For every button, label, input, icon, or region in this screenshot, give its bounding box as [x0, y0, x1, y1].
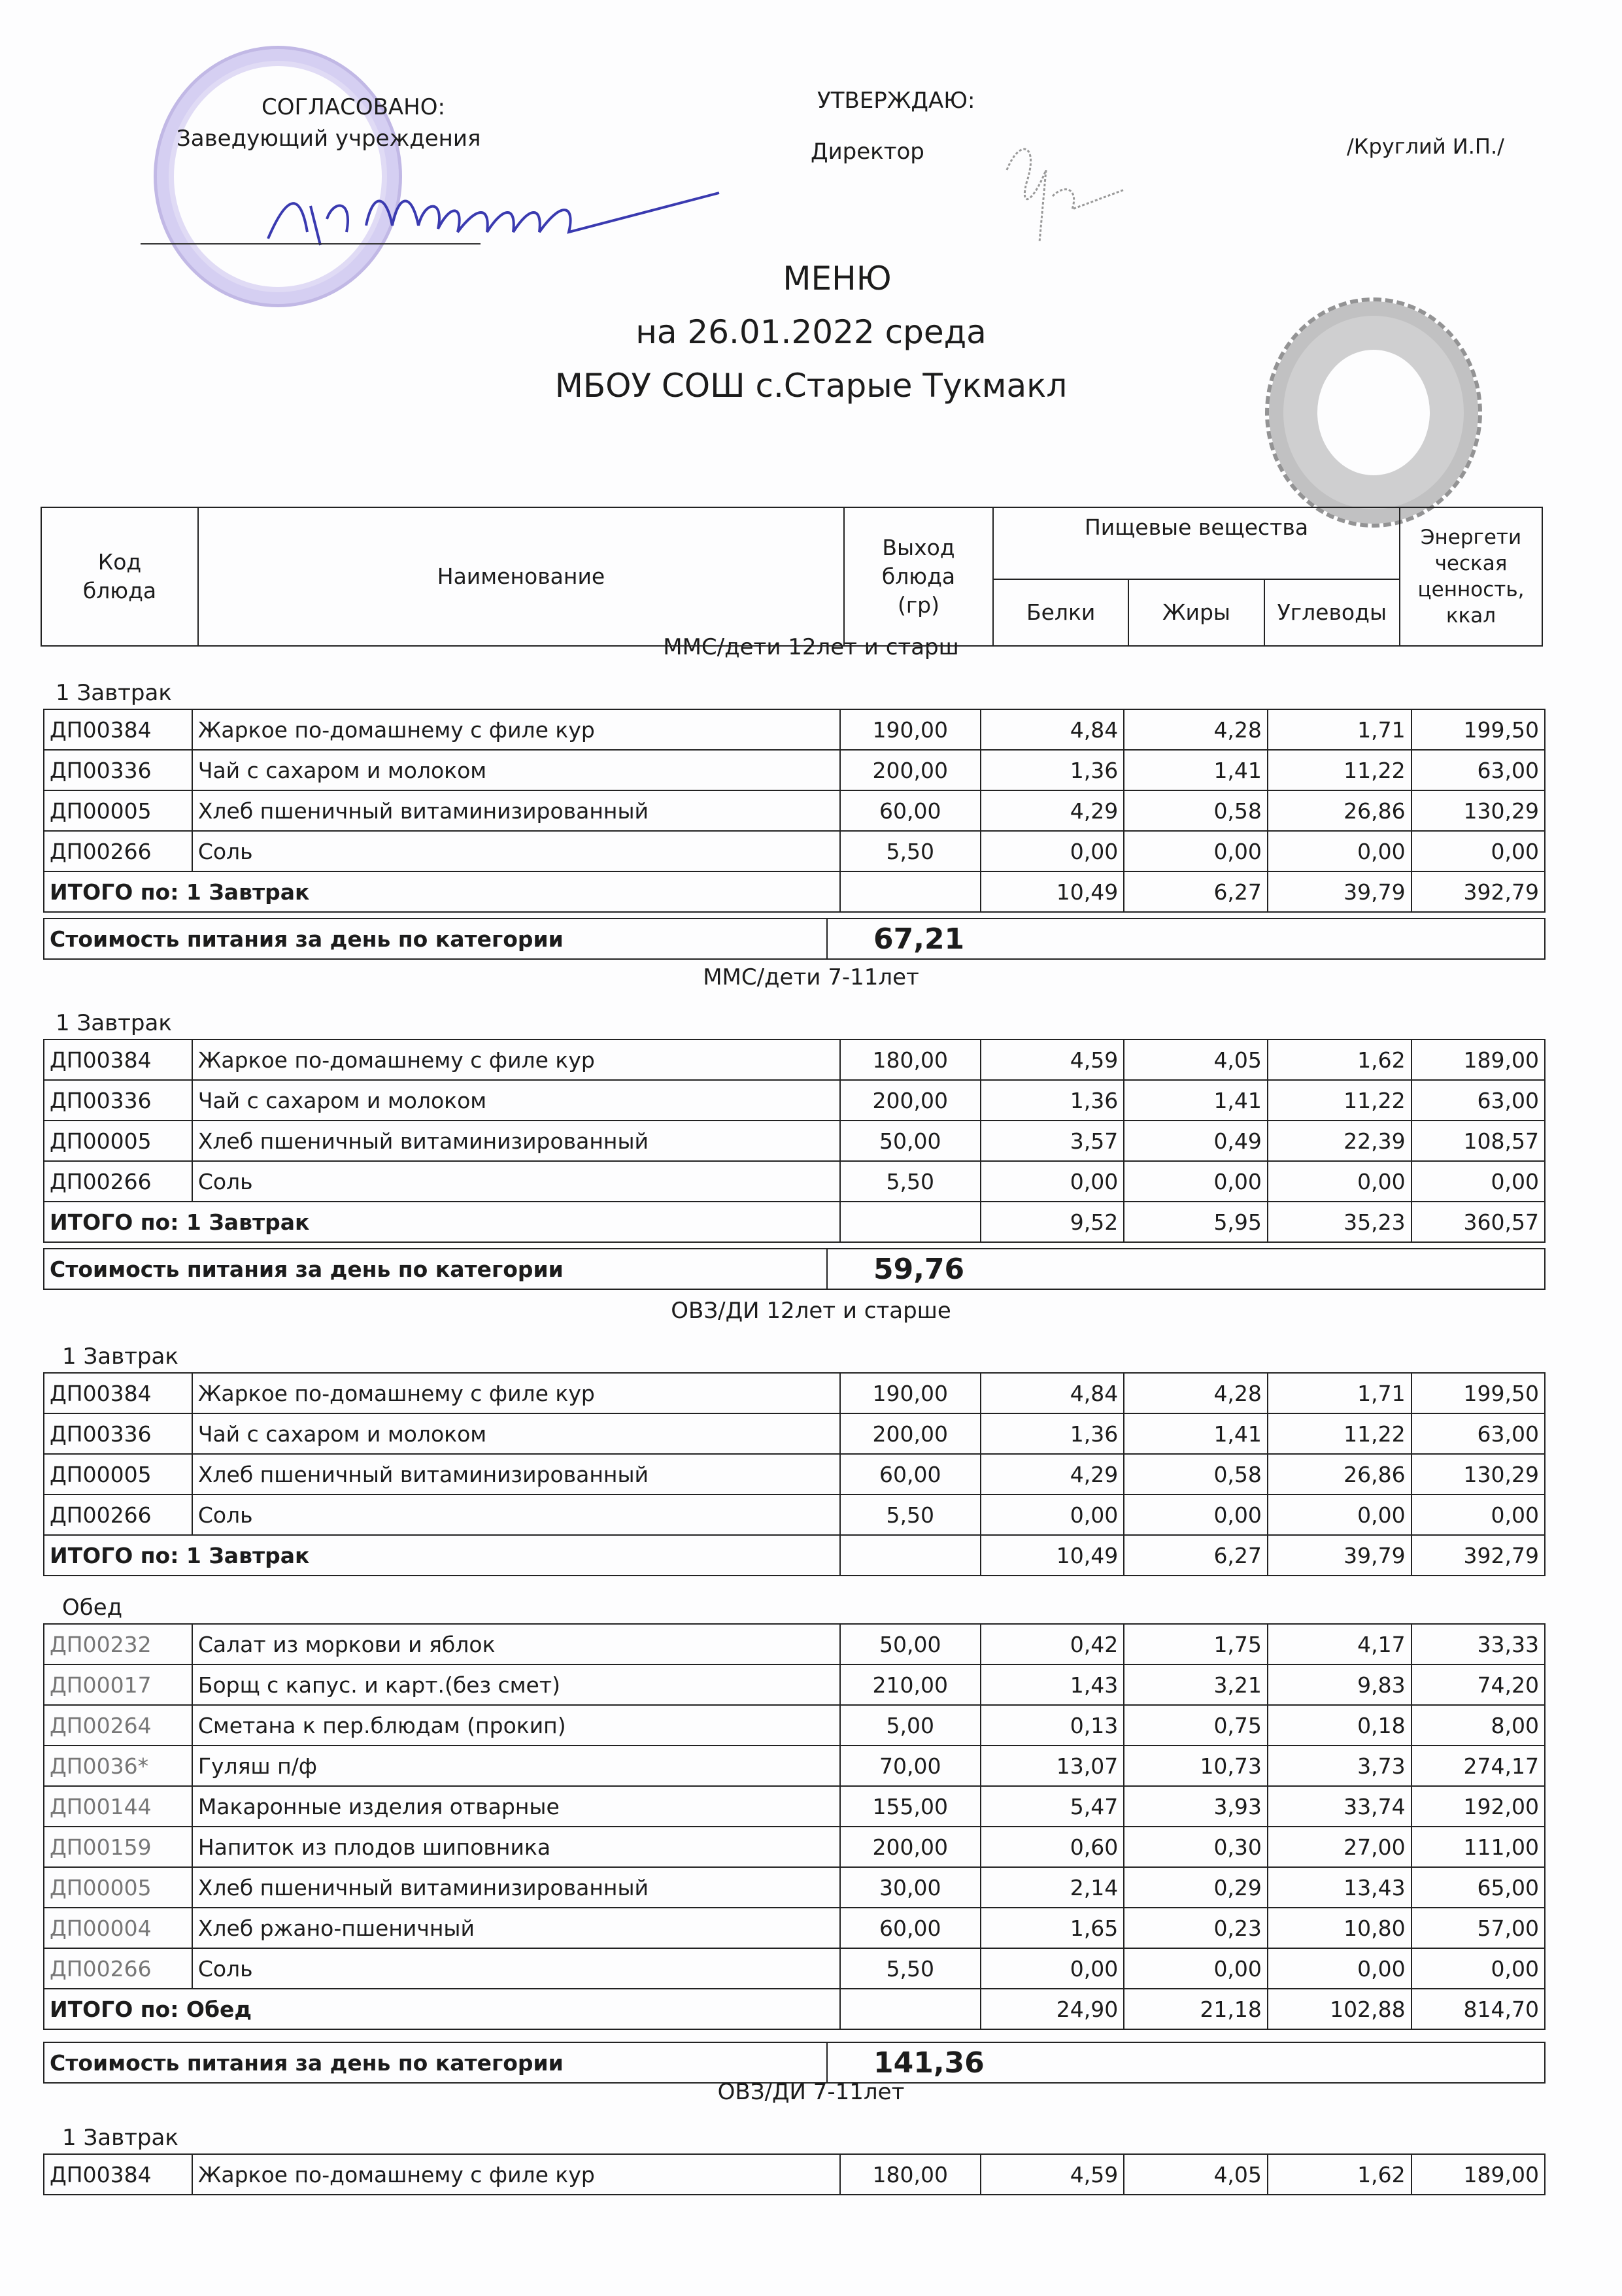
dish-name: Жаркое по-домашнему с филе кур: [192, 1039, 840, 1080]
dish-carbs: 13,43: [1268, 1867, 1411, 1908]
dish-fat: 0,58: [1124, 790, 1268, 831]
dish-kcal: 130,29: [1411, 1454, 1545, 1494]
dish-code: ДП00159: [44, 1827, 192, 1867]
dish-output: 5,50: [840, 831, 981, 871]
dish-output: 60,00: [840, 790, 981, 831]
dish-output: 5,50: [840, 1948, 981, 1989]
dish-kcal: 130,29: [1411, 790, 1545, 831]
cost-label: Стоимость питания за день по категории: [44, 919, 827, 959]
dish-fat: 0,00: [1124, 1161, 1268, 1202]
total-kcal: 814,70: [1411, 1989, 1545, 2029]
dish-kcal: 108,57: [1411, 1121, 1545, 1161]
dish-carbs: 27,00: [1268, 1827, 1411, 1867]
dish-code: ДП00004: [44, 1908, 192, 1948]
dish-output: 155,00: [840, 1786, 981, 1827]
dish-carbs: 11,22: [1268, 1413, 1411, 1454]
dish-kcal: 33,33: [1411, 1624, 1545, 1664]
dish-carbs: 0,18: [1268, 1705, 1411, 1746]
dish-name: Хлеб пшеничный витаминизированный: [192, 790, 840, 831]
dish-output: 60,00: [840, 1908, 981, 1948]
dish-name: Макаронные изделия отварные: [192, 1786, 840, 1827]
dish-protein: 0,42: [981, 1624, 1124, 1664]
dish-name: Чай с сахаром и молоком: [192, 1080, 840, 1121]
approve-position: Директор: [811, 139, 924, 165]
dish-output: 190,00: [840, 1373, 981, 1413]
total-fat: 6,27: [1124, 871, 1268, 912]
dish-code: ДП00005: [44, 1121, 192, 1161]
total-output: [840, 1202, 981, 1242]
header-output: Выход блюда (гр): [844, 507, 993, 646]
table-row: [44, 1039, 1545, 1080]
dish-output: 5,50: [840, 1494, 981, 1535]
total-carbs: 35,23: [1268, 1202, 1411, 1242]
cost-table: [43, 918, 1546, 960]
dish-name: Жаркое по-домашнему с филе кур: [192, 709, 840, 750]
dish-protein: 4,84: [981, 709, 1124, 750]
director-signature-icon: [994, 131, 1138, 248]
meal-table: [43, 1039, 1546, 1243]
dish-name: Хлеб пшеничный витаминизированный: [192, 1454, 840, 1494]
total-label: ИТОГО по: 1 Завтрак: [44, 1202, 840, 1242]
meal-table: [43, 1372, 1546, 1576]
dish-name: Соль: [192, 1948, 840, 1989]
total-fat: 21,18: [1124, 1989, 1268, 2029]
total-row: [44, 1535, 1545, 1576]
meal-table: [43, 2153, 1546, 2195]
dish-fat: 4,28: [1124, 1373, 1268, 1413]
dish-output: 190,00: [840, 709, 981, 750]
total-protein: 9,52: [981, 1202, 1124, 1242]
total-row: [44, 1989, 1545, 2029]
dish-kcal: 199,50: [1411, 1373, 1545, 1413]
dish-carbs: 26,86: [1268, 1454, 1411, 1494]
dish-protein: 0,00: [981, 1494, 1124, 1535]
dish-code: ДП00384: [44, 1039, 192, 1080]
dish-code: ДП00384: [44, 2154, 192, 2195]
dish-protein: 1,65: [981, 1908, 1124, 1948]
table-row: [44, 1948, 1545, 1989]
dish-output: 200,00: [840, 1413, 981, 1454]
dish-output: 5,50: [840, 1161, 981, 1202]
category-label: ММС/дети 7-11лет: [703, 964, 919, 990]
total-protein: 10,49: [981, 871, 1124, 912]
total-kcal: 392,79: [1411, 871, 1545, 912]
dish-fat: 0,58: [1124, 1454, 1268, 1494]
dish-name: Борщ с капус. и карт.(без смет): [192, 1664, 840, 1705]
table-row: [44, 1624, 1545, 1664]
dish-kcal: 57,00: [1411, 1908, 1545, 1948]
director-name: /Круглий И.П./: [1347, 134, 1504, 159]
total-output: [840, 1535, 981, 1576]
table-row: [44, 1664, 1545, 1705]
dish-output: 200,00: [840, 1080, 981, 1121]
dish-output: 210,00: [840, 1664, 981, 1705]
dish-kcal: 0,00: [1411, 1948, 1545, 1989]
dish-protein: 4,84: [981, 1373, 1124, 1413]
dish-fat: 4,05: [1124, 2154, 1268, 2195]
total-fat: 6,27: [1124, 1535, 1268, 1576]
dish-fat: 0,00: [1124, 831, 1268, 871]
header-code: Код блюда: [41, 507, 198, 646]
total-row: [44, 1202, 1545, 1242]
meal-table: [43, 709, 1546, 913]
dish-protein: 1,36: [981, 1080, 1124, 1121]
date-line: на 26.01.2022 среда: [635, 313, 987, 351]
dish-code: ДП00336: [44, 1413, 192, 1454]
approve-title: УТВЕРЖДАЮ:: [817, 88, 975, 114]
dish-protein: 0,13: [981, 1705, 1124, 1746]
table-row: [44, 1494, 1545, 1535]
title-block: [0, 252, 1622, 413]
dish-protein: 5,47: [981, 1786, 1124, 1827]
dish-code: ДП00017: [44, 1664, 192, 1705]
dish-fat: 0,23: [1124, 1908, 1268, 1948]
dish-output: 180,00: [840, 2154, 981, 2195]
header-name: Наименование: [198, 507, 844, 646]
dish-kcal: 189,00: [1411, 1039, 1545, 1080]
dish-carbs: 26,86: [1268, 790, 1411, 831]
dish-kcal: 65,00: [1411, 1867, 1545, 1908]
dish-fat: 0,00: [1124, 1948, 1268, 1989]
dish-carbs: 4,17: [1268, 1624, 1411, 1664]
dish-code: ДП00384: [44, 1373, 192, 1413]
table-row: [44, 831, 1545, 871]
dish-fat: 0,75: [1124, 1705, 1268, 1746]
dish-fat: 4,28: [1124, 709, 1268, 750]
dish-kcal: 63,00: [1411, 1080, 1545, 1121]
dish-fat: 0,29: [1124, 1867, 1268, 1908]
dish-name: Жаркое по-домашнему с филе кур: [192, 1373, 840, 1413]
dish-output: 200,00: [840, 750, 981, 790]
school-name: МБОУ СОШ с.Старые Тукмакл: [554, 367, 1068, 405]
cost-label: Стоимость питания за день по категории: [44, 2042, 827, 2083]
cost-table: [43, 1248, 1546, 1290]
dish-output: 180,00: [840, 1039, 981, 1080]
meal-label: 1 Завтрак: [62, 2125, 178, 2151]
signature-icon: [262, 180, 732, 258]
table-row: [44, 1908, 1545, 1948]
dish-protein: 4,29: [981, 1454, 1124, 1494]
total-protein: 10,49: [981, 1535, 1124, 1576]
meal-label: Обед: [62, 1595, 123, 1621]
header-fat: Жиры: [1128, 579, 1264, 646]
dish-name: Сметана к пер.блюдам (прокип): [192, 1705, 840, 1746]
cost-value: 67,21: [827, 919, 1545, 959]
dish-protein: 4,59: [981, 2154, 1124, 2195]
dish-kcal: 0,00: [1411, 1161, 1545, 1202]
table-row: [44, 1454, 1545, 1494]
dish-fat: 1,41: [1124, 750, 1268, 790]
dish-code: ДП00266: [44, 831, 192, 871]
dish-code: ДП00232: [44, 1624, 192, 1664]
dish-name: Чай с сахаром и молоком: [192, 1413, 840, 1454]
header-protein: Белки: [993, 579, 1128, 646]
dish-code: ДП00266: [44, 1494, 192, 1535]
dish-code: ДП0036*: [44, 1746, 192, 1786]
dish-carbs: 0,00: [1268, 1494, 1411, 1535]
cost-row: [44, 1249, 1545, 1289]
cost-value: 141,36: [827, 2042, 1545, 2083]
dish-protein: 1,43: [981, 1664, 1124, 1705]
dish-kcal: 8,00: [1411, 1705, 1545, 1746]
dish-name: Жаркое по-домашнему с филе кур: [192, 2154, 840, 2195]
table-row: [44, 709, 1545, 750]
total-carbs: 102,88: [1268, 1989, 1411, 2029]
dish-kcal: 63,00: [1411, 1413, 1545, 1454]
dish-fat: 3,93: [1124, 1786, 1268, 1827]
dish-carbs: 11,22: [1268, 1080, 1411, 1121]
dish-carbs: 1,71: [1268, 709, 1411, 750]
table-row: [44, 1413, 1545, 1454]
dish-output: 60,00: [840, 1454, 981, 1494]
dish-carbs: 0,00: [1268, 1948, 1411, 1989]
table-row: [44, 1786, 1545, 1827]
cost-value: 59,76: [827, 1249, 1545, 1289]
dish-output: 5,00: [840, 1705, 981, 1746]
agreed-block: [177, 92, 481, 154]
dish-protein: 1,36: [981, 1413, 1124, 1454]
dish-name: Хлеб пшеничный витаминизированный: [192, 1121, 840, 1161]
dish-fat: 1,41: [1124, 1080, 1268, 1121]
dish-output: 70,00: [840, 1746, 981, 1786]
total-fat: 5,95: [1124, 1202, 1268, 1242]
dish-output: 50,00: [840, 1121, 981, 1161]
column-header: [41, 507, 1543, 647]
cost-table: [43, 2042, 1546, 2084]
dish-kcal: 74,20: [1411, 1664, 1545, 1705]
table-row: [44, 1161, 1545, 1202]
header-carbs: Углеводы: [1264, 579, 1400, 646]
dish-carbs: 9,83: [1268, 1664, 1411, 1705]
dish-code: ДП00264: [44, 1705, 192, 1746]
category-label: ОВЗ/ДИ 12лет и старше: [671, 1298, 951, 1324]
table-row: [44, 750, 1545, 790]
dish-code: ДП00266: [44, 1948, 192, 1989]
dish-name: Соль: [192, 1161, 840, 1202]
dish-name: Гуляш п/ф: [192, 1746, 840, 1786]
dish-code: ДП00384: [44, 709, 192, 750]
dish-name: Соль: [192, 831, 840, 871]
meal-label: 1 Завтрак: [56, 1010, 172, 1036]
dish-code: ДП00005: [44, 1867, 192, 1908]
agreed-title: СОГЛАСОВАНО:: [262, 94, 445, 120]
category-label: ММС/дети 12лет и старш: [663, 634, 959, 660]
dish-name: Хлеб пшеничный витаминизированный: [192, 1867, 840, 1908]
dish-carbs: 3,73: [1268, 1746, 1411, 1786]
dish-carbs: 22,39: [1268, 1121, 1411, 1161]
total-output: [840, 871, 981, 912]
header-energy: Энергети ческая ценность, ккал: [1400, 507, 1542, 646]
total-label: ИТОГО по: 1 Завтрак: [44, 871, 840, 912]
dish-carbs: 0,00: [1268, 831, 1411, 871]
dish-kcal: 192,00: [1411, 1786, 1545, 1827]
table-row: [44, 790, 1545, 831]
dish-fat: 4,05: [1124, 1039, 1268, 1080]
table-row: [44, 1867, 1545, 1908]
total-carbs: 39,79: [1268, 1535, 1411, 1576]
dish-protein: 0,00: [981, 831, 1124, 871]
dish-protein: 0,00: [981, 1948, 1124, 1989]
cost-row: [44, 919, 1545, 959]
cost-row: [44, 2042, 1545, 2083]
total-output: [840, 1989, 981, 2029]
dish-carbs: 0,00: [1268, 1161, 1411, 1202]
cost-label: Стоимость питания за день по категории: [44, 1249, 827, 1289]
dish-output: 50,00: [840, 1624, 981, 1664]
table-row: [44, 1705, 1545, 1746]
total-label: ИТОГО по: 1 Завтрак: [44, 1535, 840, 1576]
dish-carbs: 10,80: [1268, 1908, 1411, 1948]
dish-carbs: 1,71: [1268, 1373, 1411, 1413]
dish-code: ДП00005: [44, 1454, 192, 1494]
dish-protein: 2,14: [981, 1867, 1124, 1908]
dish-protein: 4,29: [981, 790, 1124, 831]
dish-kcal: 189,00: [1411, 2154, 1545, 2195]
dish-kcal: 111,00: [1411, 1827, 1545, 1867]
total-protein: 24,90: [981, 1989, 1124, 2029]
total-row: [44, 871, 1545, 912]
dish-fat: 10,73: [1124, 1746, 1268, 1786]
dish-kcal: 274,17: [1411, 1746, 1545, 1786]
table-row: [44, 1373, 1545, 1413]
dish-protein: 0,00: [981, 1161, 1124, 1202]
dish-output: 30,00: [840, 1867, 981, 1908]
category-label: ОВЗ/ДИ 7-11лет: [717, 2079, 905, 2105]
meal-label: 1 Завтрак: [62, 1343, 178, 1370]
dish-name: Напиток из плодов шиповника: [192, 1827, 840, 1867]
dish-code: ДП00336: [44, 750, 192, 790]
dish-name: Хлеб ржано-пшеничный: [192, 1908, 840, 1948]
meal-table: [43, 1623, 1546, 2030]
signature-line: [141, 243, 481, 245]
total-kcal: 392,79: [1411, 1535, 1545, 1576]
page-title: МЕНЮ: [783, 260, 892, 297]
dish-fat: 3,21: [1124, 1664, 1268, 1705]
dish-carbs: 1,62: [1268, 2154, 1411, 2195]
table-row: [44, 2154, 1545, 2195]
total-carbs: 39,79: [1268, 871, 1411, 912]
total-label: ИТОГО по: Обед: [44, 1989, 840, 2029]
dish-code: ДП00336: [44, 1080, 192, 1121]
dish-fat: 0,30: [1124, 1827, 1268, 1867]
dish-name: Чай с сахаром и молоком: [192, 750, 840, 790]
dish-carbs: 33,74: [1268, 1786, 1411, 1827]
meal-label: 1 Завтрак: [56, 680, 172, 706]
approve-block: [811, 85, 975, 167]
dish-fat: 0,49: [1124, 1121, 1268, 1161]
dish-protein: 1,36: [981, 750, 1124, 790]
dish-carbs: 11,22: [1268, 750, 1411, 790]
header-nutrients: Пищевые вещества: [993, 507, 1400, 579]
dish-output: 200,00: [840, 1827, 981, 1867]
table-row: [44, 1080, 1545, 1121]
dish-protein: 0,60: [981, 1827, 1124, 1867]
dish-kcal: 0,00: [1411, 831, 1545, 871]
total-kcal: 360,57: [1411, 1202, 1545, 1242]
dish-kcal: 199,50: [1411, 709, 1545, 750]
table-row: [44, 1746, 1545, 1786]
dish-protein: 4,59: [981, 1039, 1124, 1080]
dish-name: Соль: [192, 1494, 840, 1535]
dish-carbs: 1,62: [1268, 1039, 1411, 1080]
agreed-position: Заведующий учреждения: [177, 126, 481, 152]
dish-fat: 1,41: [1124, 1413, 1268, 1454]
table-row: [44, 1121, 1545, 1161]
dish-fat: 0,00: [1124, 1494, 1268, 1535]
dish-code: ДП00266: [44, 1161, 192, 1202]
dish-code: ДП00144: [44, 1786, 192, 1827]
dish-protein: 13,07: [981, 1746, 1124, 1786]
dish-fat: 1,75: [1124, 1624, 1268, 1664]
dish-protein: 3,57: [981, 1121, 1124, 1161]
dish-name: Салат из моркови и яблок: [192, 1624, 840, 1664]
table-row: [44, 1827, 1545, 1867]
dish-kcal: 0,00: [1411, 1494, 1545, 1535]
dish-code: ДП00005: [44, 790, 192, 831]
dish-kcal: 63,00: [1411, 750, 1545, 790]
